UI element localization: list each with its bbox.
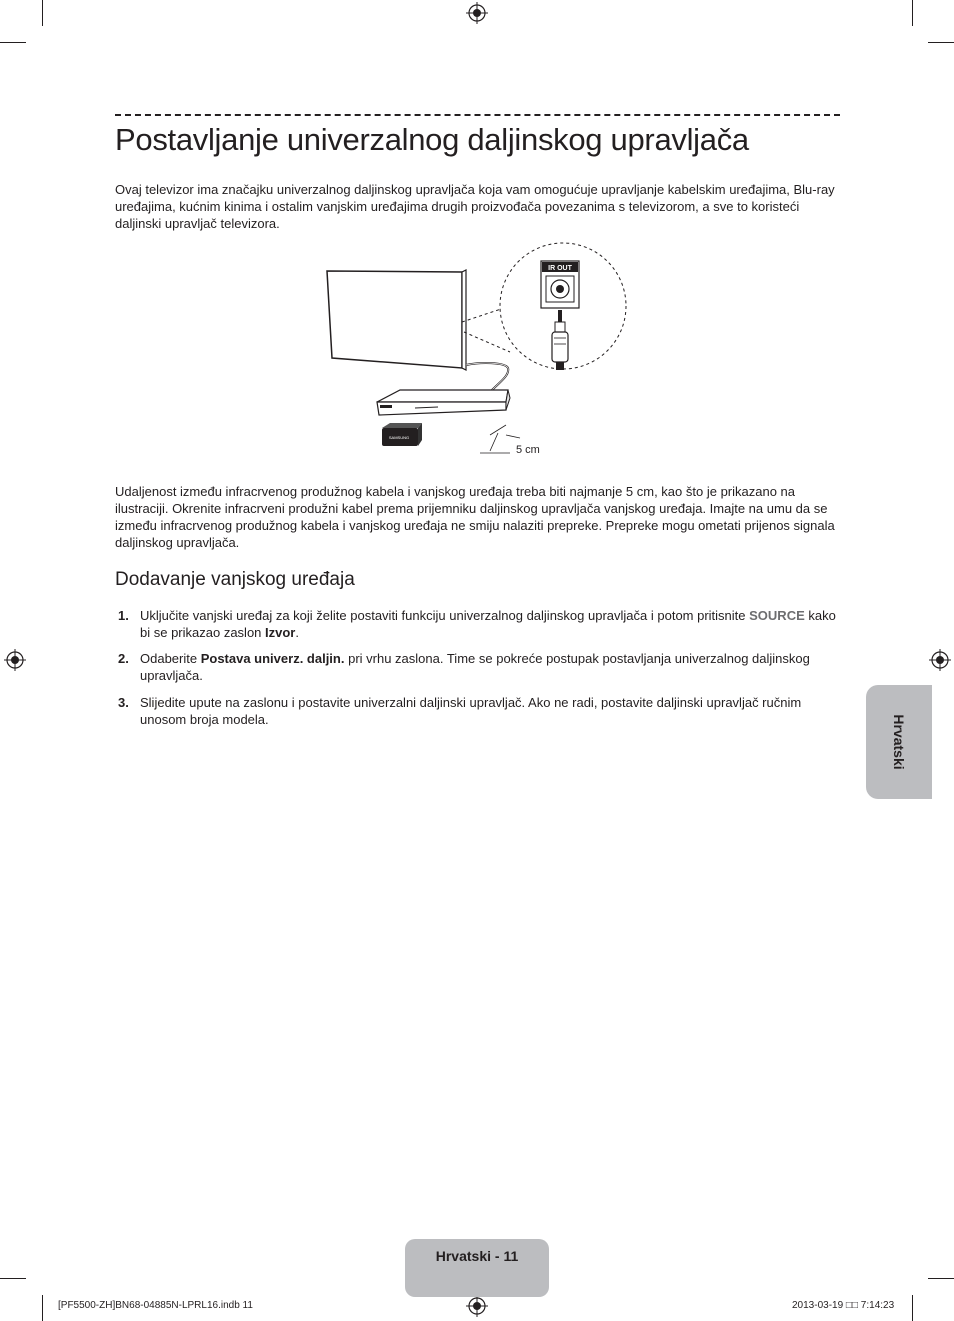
step-text: Slijedite upute na zaslonu i postavite univerzalni daljinski upravljač. Ako ne radi, postavite daljinski upravljač ručnim unosom broja modela.	[140, 695, 802, 727]
key-source: SOURCE	[749, 608, 805, 623]
crop-mark	[928, 1278, 954, 1279]
step-text: Odaberite Postava univerz. daljin. pri vrhu zaslona. Time se pokreće postupak postavljanja univerzalnog daljinskog upravljača.	[140, 651, 810, 683]
step-number: 1.	[118, 608, 129, 623]
ir-out-port-icon	[541, 261, 579, 308]
registration-mark-icon	[4, 649, 26, 671]
crop-mark	[42, 0, 43, 26]
intro-paragraph: Ovaj televizor ima značajku univerzalnog daljinskog upravljača koja vam omogućuje upravljanje kabelskim uređajima, Blu-ray uređajima, kućnim kinima i ostalim vanjskim uređajima drugih proizvođača povezanima s televizorom, a sve to koristeći daljinski upravljač televizora.	[115, 182, 835, 231]
distance-label: 5 cm	[516, 444, 540, 456]
page-number-tab	[405, 1239, 549, 1297]
key-postava: Postava univerz. daljin.	[200, 651, 345, 666]
crop-mark	[928, 42, 954, 43]
crop-mark	[42, 1295, 43, 1321]
ir-blaster-icon	[382, 423, 422, 446]
print-timestamp: 2013-03-19 □□ 7:14:23	[792, 1300, 895, 1311]
step-text: Uključite vanjski uređaj za koji želite postaviti funkciju univerzalnog daljinskog upravljača i potom pritisnite SOURCE kako bi se prikazao zaslon Izvor.	[140, 608, 836, 640]
page-number-label: Hrvatski - 11	[435, 1248, 519, 1264]
distance-marker	[480, 425, 540, 456]
tv-icon	[327, 270, 466, 370]
external-device-icon	[377, 390, 510, 415]
ir-extender-illustration	[320, 240, 640, 460]
registration-mark-icon	[466, 2, 488, 24]
step-number: 2.	[118, 651, 129, 666]
blaster-brand: SAMSUNG	[388, 435, 410, 440]
file-info: [PF5500-ZH]BN68-04885N-LPRL16.indb 11	[58, 1300, 253, 1311]
registration-mark-icon	[929, 649, 951, 671]
registration-mark-icon	[466, 1295, 488, 1317]
title-rule	[115, 114, 840, 116]
distance-paragraph: Udaljenost između infracrvenog produžnog kabela i vanjskog uređaja treba biti najmanje 5 cm, kao što je prikazano na ilustraciji. Okrenite infracrveni produžni kabel prema prijemniku daljinskog upravljača vanjskog uređaja. Imajte na umu da se između infracrvenog produžnog kabela i vanjskog uređaja ne smiju nalaziti prepreke. Prepreke mogu ometati prijenos signala daljinskog upravljača.	[115, 484, 835, 550]
crop-mark	[0, 42, 26, 43]
port-label: IR OUT	[548, 265, 572, 272]
crop-mark	[912, 1295, 913, 1321]
page-title: Postavljanje univerzalnog daljinskog upravljača	[115, 122, 749, 157]
section-heading: Dodavanje vanjskog uređaja	[115, 569, 355, 590]
step-number: 3.	[118, 695, 129, 710]
crop-mark	[0, 1278, 26, 1279]
language-side-label: Hrvatski	[891, 714, 907, 770]
language-side-tab	[866, 685, 932, 799]
key-izvor: Izvor	[265, 625, 296, 640]
crop-mark	[912, 0, 913, 26]
